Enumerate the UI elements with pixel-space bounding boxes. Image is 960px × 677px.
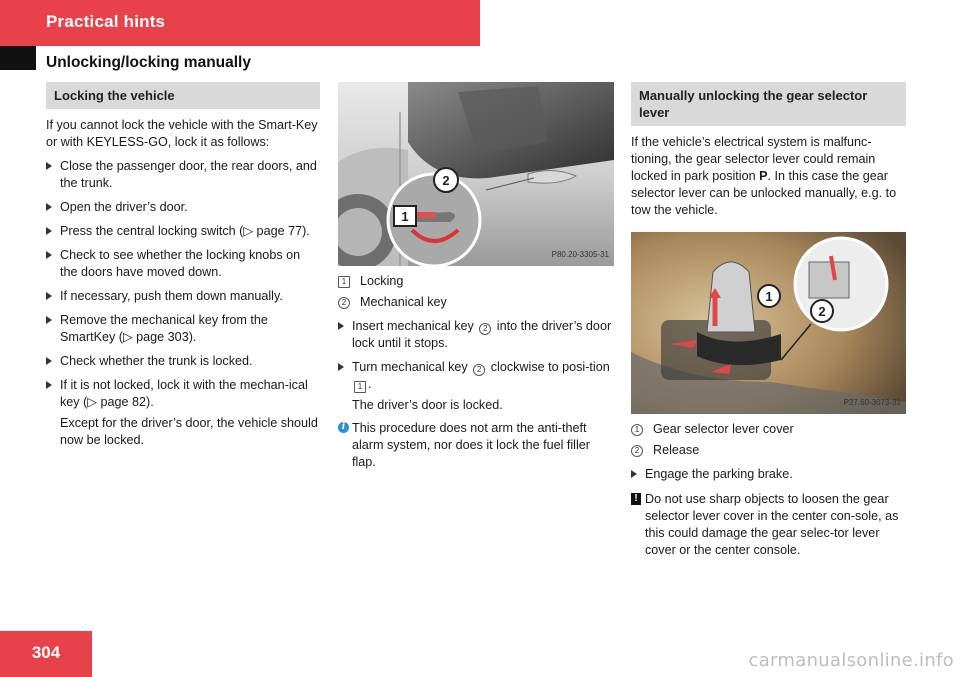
step-item: Press the central locking switch (▷ page 77).	[46, 223, 320, 240]
legend-item: 1 Gear selector lever cover	[631, 421, 906, 438]
info-note: i This procedure does not arm the anti-theft alarm system, nor does it lock the fuel filler flap.	[338, 420, 614, 471]
door-lock-column	[338, 82, 614, 471]
locking-column	[46, 82, 320, 449]
gear-steps	[631, 466, 906, 483]
info-icon: i	[338, 422, 349, 433]
door-steps	[338, 318, 614, 393]
legend-item: 1 Locking	[338, 273, 614, 290]
gear-photo	[631, 232, 906, 414]
gear-legend	[631, 421, 906, 459]
step-item: Turn mechanical key 2 clockwise to posi-tion 1 .	[338, 359, 614, 393]
legend-item: 2 Mechanical key	[338, 294, 614, 311]
step-item: Check whether the trunk is locked.	[46, 353, 320, 370]
gear-illustration	[631, 232, 906, 414]
step-item: Remove the mechanical key from the SmartKey (▷ page 303).	[46, 312, 320, 346]
section-marker	[0, 46, 36, 70]
arrow-icon	[46, 316, 52, 324]
step-item: Open the driver’s door.	[46, 199, 320, 216]
arrow-icon	[46, 381, 52, 389]
gear-intro: If the vehicle’s electrical system is malfunc-tioning, the gear selector lever could remain locked in park position P. In this case the gear selector lever can be unlocked manually, e.g. to tow the vehicle.	[631, 135, 897, 217]
page-number-bar	[0, 631, 92, 677]
arrow-icon	[46, 162, 52, 170]
step-item: If it is not locked, lock it with the mechan-ical key (▷ page 82).	[46, 377, 320, 411]
locking-intro: If you cannot lock the vehicle with the Smart-Key or with KEYLESS-GO, lock it as follows:	[46, 118, 318, 149]
callout-2: 2	[442, 173, 450, 188]
door-lock-photo	[338, 82, 614, 266]
arrow-icon	[46, 292, 52, 300]
step-item: Check to see whether the locking knobs on the doors have moved down.	[46, 247, 320, 281]
locking-steps	[46, 158, 320, 411]
gear-heading: Manually unlocking the gear selector lever	[631, 82, 906, 126]
warning-note: ! Do not use sharp objects to loosen the gear selector lever cover in the center con-sole, as this could damage the gear selec-tor lever cover or the center console.	[631, 491, 906, 559]
step-item: Engage the parking brake.	[631, 466, 906, 483]
arrow-icon	[631, 470, 637, 478]
watermark: carmanualsonline.info	[748, 650, 954, 671]
section-title: Unlocking/locking manually	[46, 54, 251, 71]
arrow-icon	[46, 357, 52, 365]
door-result: The driver’s door is locked.	[352, 398, 503, 412]
figure-code: P80.20-3305-31	[551, 250, 609, 259]
locking-heading: Locking the vehicle	[46, 82, 320, 109]
chapter-title: Practical hints	[46, 12, 166, 31]
arrow-icon	[46, 203, 52, 211]
callout-1: 1	[401, 209, 409, 224]
door-lock-illustration	[338, 82, 614, 266]
arrow-icon	[338, 322, 344, 330]
gear-column	[631, 82, 906, 559]
figure-code: P27.60-3073-31	[843, 398, 901, 407]
arrow-icon	[46, 251, 52, 259]
arrow-icon	[46, 227, 52, 235]
arrow-icon	[338, 363, 344, 371]
step-item: If necessary, push them down manually.	[46, 288, 320, 305]
locking-note: Except for the driver’s door, the vehicle should now be locked.	[60, 416, 318, 447]
page-number: 304	[31, 643, 61, 662]
door-legend	[338, 273, 614, 311]
step-item: Insert mechanical key 2 into the driver’s door lock until it stops.	[338, 318, 614, 352]
legend-item: 2 Release	[631, 442, 906, 459]
callout-2: 2	[818, 304, 826, 319]
warning-icon: !	[631, 493, 641, 505]
callout-1: 1	[765, 289, 773, 304]
step-item: Close the passenger door, the rear doors, and the trunk.	[46, 158, 320, 192]
